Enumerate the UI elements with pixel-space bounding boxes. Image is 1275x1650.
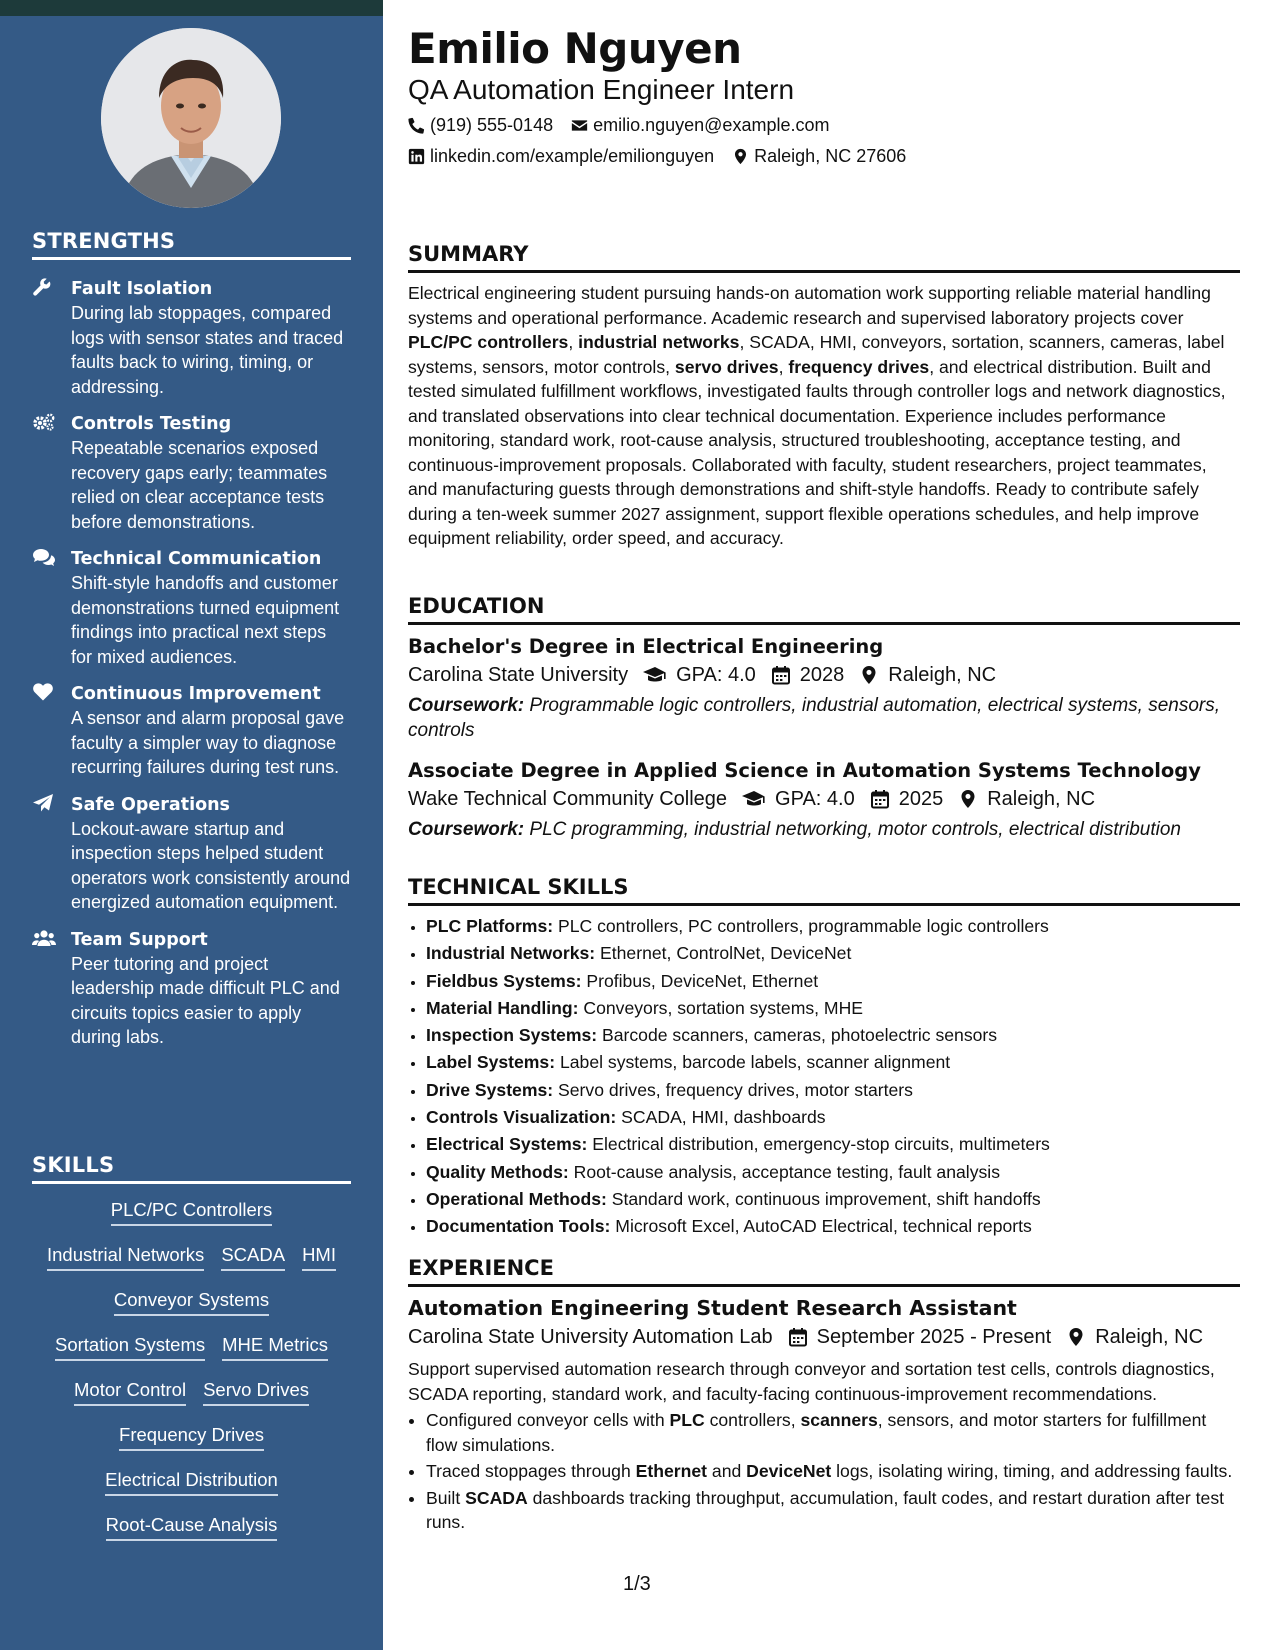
strength-desc: Shift-style handoffs and customer demonstrations turned equipment findings into practical next steps for mixed audiences. <box>71 573 340 667</box>
strength-desc: Peer tutoring and project leadership made difficult PLC and circuits topics easier to apply during labs. <box>71 953 340 1047</box>
skill-chip: Motor Control <box>74 1378 186 1406</box>
job-meta <box>408 1323 1240 1351</box>
coursework-label: Coursework: <box>408 819 525 840</box>
gears-icon <box>32 412 54 434</box>
summary-bold-term: industrial networks <box>578 332 740 352</box>
summary-bold-term: servo drives <box>674 356 779 377</box>
skill-chip: PLC/PC Controllers <box>111 1198 272 1226</box>
bullet-text: controllers, <box>704 1410 801 1430</box>
strength-title: Safe Operations <box>71 794 230 815</box>
summary-text-part: , SCADA, HMI, conveyors, sortation, scanners, cameras, label systems, sensors, motor controls, <box>408 332 1225 377</box>
envelope-icon <box>571 117 588 134</box>
list-item <box>426 1077 1240 1104</box>
skill-values: Profibus, DeviceNet, Ethernet <box>581 970 819 991</box>
profile-photo-illustration <box>101 28 281 208</box>
strength-item <box>32 547 351 669</box>
graduation-cap-icon <box>742 789 766 809</box>
map-marker-icon <box>732 148 749 165</box>
gpa-text: GPA: 4.0 <box>775 788 855 810</box>
candidate-role: QA Automation Engineer Intern <box>408 74 795 105</box>
job-description: Support supervised automation research through conveyor and sortation test cells, controls diagnostics, SCADA reporting, standard work, and faculty-facing continuous-improvement recommendations. <box>408 1359 1215 1404</box>
skill-row <box>32 1333 351 1378</box>
skill-chip: Frequency Drives <box>119 1423 264 1451</box>
skills-heading: SKILLS <box>32 1153 351 1184</box>
map-marker-icon <box>859 665 879 685</box>
summary-text-part: , <box>778 356 789 377</box>
bullet-bold-term: Ethernet <box>635 1461 708 1481</box>
skill-values: Root-cause analysis, acceptance testing, fault analysis <box>568 1161 1000 1182</box>
map-marker-icon <box>1066 1327 1086 1347</box>
skill-values: Conveyors, sortation systems, MHE <box>578 997 864 1018</box>
education-meta <box>408 785 1240 813</box>
linkedin-contact[interactable] <box>408 143 714 169</box>
skill-values: Microsoft Excel, AutoCAD Electrical, technical reports <box>610 1216 1032 1237</box>
strengths-heading: STRENGTHS <box>32 229 351 260</box>
employer-name: Carolina State University Automation Lab <box>408 1326 773 1348</box>
technical-skills-section <box>408 873 1240 1241</box>
skill-values: Standard work, continuous improvement, shift handoffs <box>606 1188 1041 1209</box>
calendar-icon <box>788 1327 808 1347</box>
list-item <box>426 1408 1240 1457</box>
strength-item <box>32 793 351 915</box>
summary-text <box>408 281 1240 551</box>
summary-text-part: Electrical engineering student pursuing hands-on automation work supporting reliable material handling systems and operational performance. Academic research and supervised laboratory projects cover <box>408 283 1211 328</box>
skill-values: Servo drives, frequency drives, motor starters <box>553 1079 913 1100</box>
skill-row <box>32 1198 351 1243</box>
coursework-label: Coursework: <box>408 695 525 716</box>
strength-item <box>32 277 351 399</box>
bullet-text: Traced stoppages through <box>426 1461 636 1481</box>
paper-plane-icon <box>32 793 54 815</box>
calendar-icon <box>771 665 791 685</box>
coursework-text: Programmable logic controllers, industrial automation, electrical systems, sensors, controls <box>408 695 1221 741</box>
skill-values: Ethernet, ControlNet, DeviceNet <box>595 943 852 964</box>
list-item <box>426 1049 1240 1076</box>
bullet-text: Built <box>426 1487 466 1508</box>
strength-desc: Repeatable scenarios exposed recovery gaps early; teammates relied on clear acceptance tests before demonstrations. <box>71 438 328 532</box>
strength-title: Team Support <box>71 929 208 950</box>
users-icon <box>32 928 54 950</box>
bullet-text: and <box>707 1461 747 1481</box>
list-item <box>426 995 1240 1022</box>
phone-contact <box>408 112 553 138</box>
skill-category: Operational Methods: <box>426 1188 607 1209</box>
sidebar <box>0 0 383 1650</box>
list-item <box>426 968 1240 995</box>
skill-chip: HMI <box>302 1243 336 1271</box>
bullet-bold-term: SCADA <box>465 1487 528 1508</box>
list-item <box>426 940 1240 967</box>
coursework-text: PLC programming, industrial networking, motor controls, electrical distribution <box>524 819 1181 840</box>
coursework <box>408 693 1240 743</box>
skill-category: Industrial Networks: <box>426 943 596 964</box>
gpa-text: GPA: 4.0 <box>676 664 756 686</box>
page-number: 1/3 <box>623 1573 651 1595</box>
email-contact[interactable] <box>571 112 829 138</box>
bullet-bold-term: PLC <box>669 1410 705 1430</box>
skill-row <box>32 1423 351 1468</box>
summary-text-part: , <box>568 332 579 352</box>
bullet-bold-term: DeviceNet <box>746 1461 832 1481</box>
education-item <box>408 757 1240 842</box>
summary-bold-term: PLC/PC controllers <box>408 332 569 352</box>
education-heading: EDUCATION <box>408 592 1240 625</box>
wrench-icon <box>32 277 54 299</box>
calendar-icon <box>870 789 890 809</box>
strength-desc: During lab stoppages, compared logs with sensor states and traced faults back to wiring, timing, or addressing. <box>71 303 344 397</box>
job-location: Raleigh, NC <box>1095 1326 1204 1348</box>
bullet-bold-term: scanners <box>800 1410 878 1430</box>
list-item <box>426 1213 1240 1240</box>
linkedin-icon <box>408 148 425 165</box>
strengths-section <box>32 229 351 1050</box>
bullet-text: , sensors, and motor starters for fulfillment flow simulations. <box>426 1410 1207 1455</box>
skill-values: PLC controllers, PC controllers, programmable logic controllers <box>553 916 1049 936</box>
degree-title: Bachelor's Degree in Electrical Engineering <box>408 635 884 658</box>
list-item <box>426 1131 1240 1158</box>
list-item <box>426 913 1240 940</box>
location-text: Raleigh, NC 27606 <box>754 146 907 166</box>
skill-category: Documentation Tools: <box>426 1216 611 1237</box>
coursework <box>408 817 1240 842</box>
skill-category: Label Systems: <box>426 1052 556 1073</box>
strength-desc: Lockout-aware startup and inspection steps helped student operators work consistently around energized automation equipment. <box>71 818 351 912</box>
skill-category: Quality Methods: <box>426 1161 569 1182</box>
skill-category: Material Handling: <box>426 997 579 1018</box>
job-title: Automation Engineering Student Research Assistant <box>408 1296 1017 1320</box>
skill-values: SCADA, HMI, dashboards <box>616 1107 826 1128</box>
skill-chip: Root-Cause Analysis <box>106 1513 278 1541</box>
skill-row <box>32 1288 351 1333</box>
list-item <box>426 1022 1240 1049</box>
email-text: emilio.nguyen@example.com <box>593 115 830 135</box>
profile-photo <box>101 28 281 208</box>
skill-values: Electrical distribution, emergency-stop circuits, multimeters <box>587 1134 1050 1155</box>
technical-skills-heading: TECHNICAL SKILLS <box>408 873 1240 906</box>
skill-row <box>32 1468 351 1513</box>
skill-chip: MHE Metrics <box>222 1333 328 1361</box>
skill-category: Controls Visualization: <box>426 1107 617 1128</box>
school-location: Raleigh, NC <box>987 788 1096 810</box>
bullet-text: Configured conveyor cells with <box>426 1410 670 1430</box>
summary-bold-term: frequency drives <box>788 356 930 377</box>
skills-section <box>32 1153 351 1558</box>
education-section <box>408 592 1240 842</box>
degree-title: Associate Degree in Applied Science in Automation Systems Technology <box>408 759 1201 782</box>
skill-chip: Conveyor Systems <box>114 1288 269 1316</box>
education-meta <box>408 661 1240 689</box>
job-dates: September 2025 - Present <box>816 1326 1052 1348</box>
strength-title: Controls Testing <box>71 414 232 434</box>
strength-item <box>32 412 351 534</box>
skill-values: Label systems, barcode labels, scanner alignment <box>555 1052 951 1073</box>
sidebar-top-band <box>0 0 383 16</box>
phone-text: (919) 555-0148 <box>430 115 554 135</box>
graduation-year: 2025 <box>898 788 944 810</box>
experience-heading: EXPERIENCE <box>408 1254 1240 1287</box>
map-marker-icon <box>958 789 978 809</box>
skill-category: Drive Systems: <box>426 1079 554 1100</box>
bullet-text: logs, isolating wiring, timing, and addressing faults. <box>831 1461 1233 1481</box>
graduation-year: 2028 <box>799 664 845 686</box>
list-item <box>426 1104 1240 1131</box>
summary-heading: SUMMARY <box>408 240 1240 273</box>
strength-item <box>32 928 351 1050</box>
strength-title: Continuous Improvement <box>71 684 321 704</box>
skill-row <box>32 1243 351 1288</box>
list-item <box>426 1159 1240 1186</box>
strength-title: Fault Isolation <box>71 279 213 299</box>
skill-category: Inspection Systems: <box>426 1025 598 1046</box>
summary-section <box>408 240 1240 551</box>
summary-text-part: , and electrical distribution. Built and tested simulated fulfillment workflows, investigated faults through controller logs and network diagnostics, and translated observations into clear technical documentation. Experience includes performance monitoring, standard work, root-cause analysis, structured troubleshooting, acceptance testing, and continuous-improvement proposals. Collaborated with faculty, student researchers, project teammates, and manufacturing guests through demonstrations and shift-style handoffs. Ready to contribute safely during a ten-week summer 2027 assignment, support flexible operations schedules, and help improve equipment reliability, order speed, and accuracy. <box>408 356 1226 548</box>
school-name: Carolina State University <box>408 664 629 686</box>
contact-line-2 <box>408 143 906 169</box>
experience-section <box>408 1254 1240 1537</box>
school-location: Raleigh, NC <box>888 664 997 686</box>
linkedin-text: linkedin.com/example/emilionguyen <box>430 146 715 166</box>
bullet-text: dashboards tracking throughput, accumulation, fault codes, and restart duration after test runs. <box>426 1487 1225 1532</box>
graduation-cap-icon <box>643 665 667 685</box>
job-bullets <box>408 1408 1240 1535</box>
skill-category: PLC Platforms: <box>426 916 554 936</box>
school-name: Wake Technical Community College <box>408 788 728 810</box>
candidate-name: Emilio Nguyen <box>408 24 742 73</box>
skills-list <box>32 1198 351 1558</box>
skill-category: Fieldbus Systems: <box>426 970 582 991</box>
comments-icon <box>32 547 54 569</box>
list-item <box>426 1459 1240 1484</box>
strength-desc: A sensor and alarm proposal gave faculty a simpler way to diagnose recurring failures during test runs. <box>71 708 345 777</box>
list-item <box>426 1486 1240 1535</box>
skill-chip: SCADA <box>221 1243 285 1271</box>
location-contact <box>732 143 906 169</box>
skill-chip: Electrical Distribution <box>105 1468 278 1496</box>
skill-chip: Servo Drives <box>203 1378 309 1406</box>
phone-icon <box>408 117 425 134</box>
skill-row <box>32 1378 351 1423</box>
skill-category: Electrical Systems: <box>426 1134 588 1155</box>
technical-skills-list <box>408 913 1240 1241</box>
list-item <box>426 1186 1240 1213</box>
contact-line-1 <box>408 112 829 138</box>
skill-chip: Industrial Networks <box>47 1243 204 1271</box>
skill-row <box>32 1513 351 1558</box>
strength-item <box>32 682 351 780</box>
skill-values: Barcode scanners, cameras, photoelectric sensors <box>597 1025 998 1046</box>
skill-chip: Sortation Systems <box>55 1333 205 1361</box>
strength-title: Technical Communication <box>71 549 322 569</box>
education-item <box>408 633 1240 743</box>
heart-icon <box>32 682 54 704</box>
